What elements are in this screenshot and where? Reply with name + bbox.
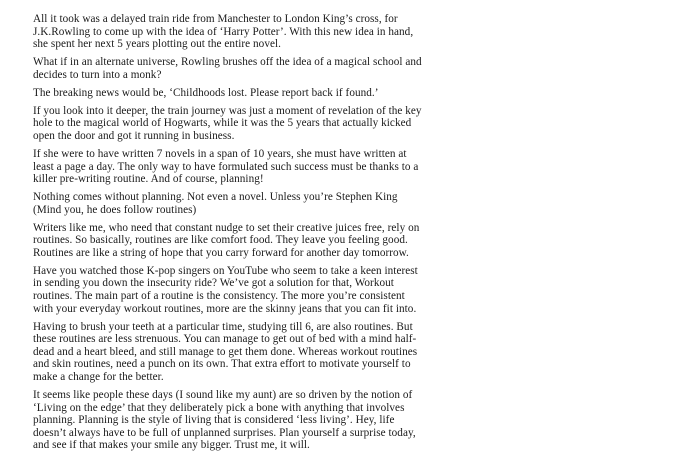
text-line: If you look into it deeper, the train journey was just a moment of revelation of the key: [33, 104, 422, 117]
text-line: If she were to have written 7 novels in a span of 10 years, she must have written at: [33, 147, 407, 160]
paragraph-nothing-without-planning: [33, 191, 613, 216]
paragraph-breaking-news: [33, 87, 613, 100]
paragraph-living-on-the-edge: [33, 389, 613, 452]
text-line: routines. So basically, routines are like comfort food. They leave you feeling good.: [33, 234, 408, 247]
text-line: Have you watched those K-pop singers on YouTube who seem to take a keen interest: [33, 264, 418, 277]
paragraph-train-ride: [33, 13, 613, 51]
text-line: decides to turn into a monk?: [33, 68, 162, 81]
paragraph-writers-routines: [33, 222, 613, 260]
text-line: Writers like me, who need that constant nudge to set their creative juices free, rely on: [33, 221, 420, 234]
text-line: hole to the magical world of Hogwarts, while it was the 5 years that actually kicked: [33, 117, 412, 130]
paragraph-seven-novels: [33, 148, 613, 186]
document-body: [33, 13, 613, 457]
text-line: J.K.Rowling to come up with the idea of ‘Harry Potter’. With this new idea in hand,: [33, 25, 414, 38]
text-line: make a change for the better.: [33, 370, 164, 383]
text-line: killer pre-writing routine. And of course, planning!: [33, 173, 264, 186]
text-line: routines. The main part of a routine is the consistency. The more you’re consistent: [33, 290, 405, 303]
text-line: It seems like people these days (I sound like my aunt) are so driven by the notion of: [33, 388, 413, 401]
text-line: and see if that makes your smile any bigger. Trust me, it will.: [33, 439, 310, 452]
text-line: planning. Planning is the style of living that is considered ‘less living’. Hey, life: [33, 414, 395, 427]
text-line: dead and a heart bleed, and still manage to get them done. Whereas workout routines: [33, 345, 418, 358]
text-line: in sending you down the insecurity ride? We’ve got a solution for that, Workout: [33, 277, 394, 290]
text-line: and skin routines, need a punch on its own. That extra effort to motivate yourself to: [33, 358, 411, 371]
paragraph-hogwarts-keyhole: [33, 105, 613, 143]
text-line: these routines are less strenuous. You can manage to get out of bed with a mind half-: [33, 333, 417, 346]
text-line: she spent her next 5 years plotting out the entire novel.: [33, 38, 281, 51]
text-line: (Mind you, he does follow routines): [33, 203, 197, 216]
text-line: open the door and got it running in business.: [33, 129, 235, 142]
text-line: least a page a day. The only way to have formulated such success must be thanks to a: [33, 160, 419, 173]
text-line: All it took was a delayed train ride from Manchester to London King’s cross, for: [33, 13, 398, 25]
text-line: Routines are like a string of hope that you carry forward for another day tomorrow.: [33, 246, 409, 259]
text-line: The breaking news would be, ‘Childhoods lost. Please report back if found.’: [33, 86, 379, 99]
text-line: Nothing comes without planning. Not even a novel. Unless you’re Stephen King: [33, 191, 398, 204]
text-line: ‘Living on the edge’ that they deliberately pick a bone with anything that involves: [33, 401, 405, 414]
text-line: Having to brush your teeth at a particular time, studying till 6, are also routines. But: [33, 320, 413, 333]
paragraph-daily-routines: [33, 321, 613, 384]
text-line: with your everyday workout routines, more are the skinny jeans that you can fit into.: [33, 302, 417, 315]
text-line: What if in an alternate universe, Rowling brushes off the idea of a magical school and: [33, 56, 422, 69]
text-line: doesn’t always have to be full of unplanned surprises. Plan yourself a surprise today,: [33, 426, 416, 439]
paragraph-kpop-workout: [33, 265, 613, 315]
paragraph-alternate-universe: [33, 56, 613, 81]
